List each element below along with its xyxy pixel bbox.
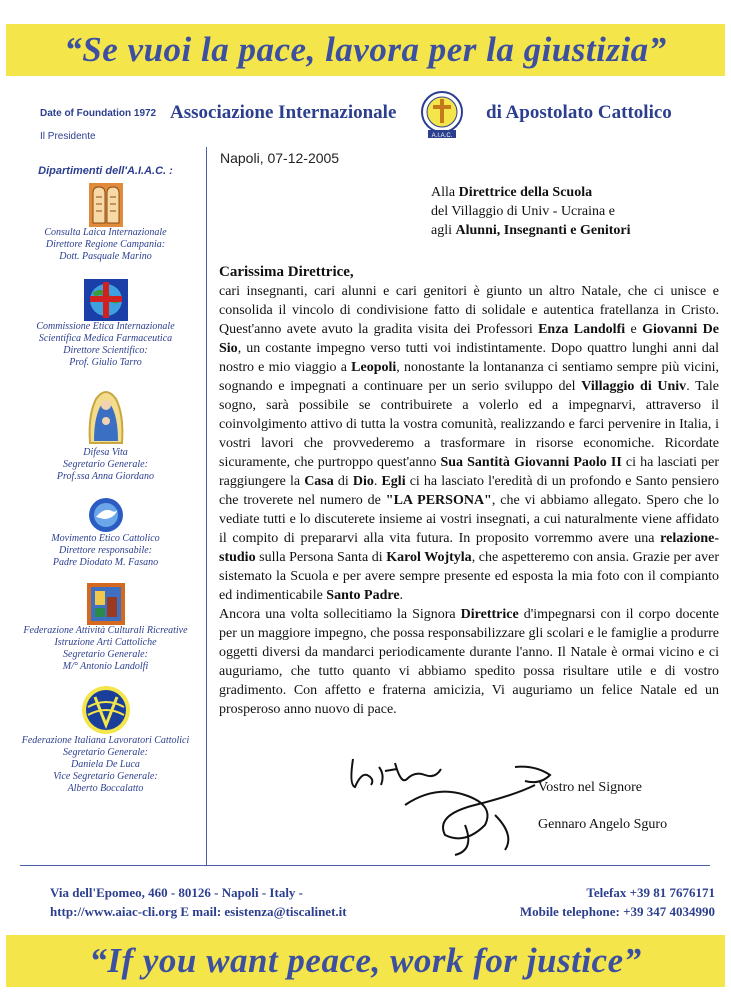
globe-cross-icon — [84, 279, 128, 321]
letterhead — [0, 90, 731, 140]
recipient-line: del Villaggio di Univ - Ucraina e — [431, 204, 615, 219]
president-label: Il Presidente — [40, 131, 96, 142]
department-federazione-lavoratori — [8, 685, 203, 795]
closing-salutation: Vostro nel Signore — [538, 780, 642, 795]
body-text: . — [373, 474, 382, 489]
departments-sidebar — [8, 165, 203, 795]
bottom-motto-banner — [6, 935, 725, 987]
bold-phrase: "LA PERSONA" — [385, 493, 492, 508]
association-subtitle: di Apostolato Cattolico — [486, 102, 672, 123]
dove-globe-icon — [88, 497, 124, 533]
bold-phrase: Giovanni De Sio — [219, 322, 719, 356]
body-text: ci ha lasciati per raggiungere la — [219, 455, 720, 489]
dept-line: Prof. Giulio Tarro — [69, 357, 142, 368]
top-motto-banner — [6, 24, 725, 76]
bold-phrase: Enza Landolfi — [538, 322, 626, 337]
body-text: ci ha lasciato l'eredità di un profondo e Santo pensiero che troverete nel numero de — [219, 474, 719, 508]
recipient-prefix: Alla — [431, 185, 459, 200]
footer-divider — [20, 865, 710, 866]
dept-line: Padre Diodato M. Fasano — [52, 557, 159, 568]
dept-line: Segretario Generale: — [63, 649, 148, 660]
dept-line: Federazione Attività Culturali Ricreative — [23, 625, 188, 636]
dept-line: Segretario Generale: — [63, 459, 148, 470]
dept-line: Movimento Etico Cattolico — [51, 533, 160, 544]
bold-phrase: Casa — [304, 474, 334, 489]
bottom-motto-text: “If you want peace, work for justice” — [89, 941, 642, 980]
body-text: , che aspetteremo con ansia. Grazie per aver sistemato la Scuola e per avere sempre presente ed esposta la mia foto con il compianto ed indimenticabile — [219, 550, 719, 603]
departments-title: Dipartimenti dell'A.I.A.C. : — [38, 165, 173, 177]
recipient-prefix: agli — [431, 223, 456, 238]
bold-phrase: Dio — [352, 474, 374, 489]
sidebar-divider — [206, 147, 207, 865]
body-text: cari insegnanti, cari alunni e cari genitori è giunto un altro Natale, che ci unisce e consolida il vincolo di condivisione fatto di solidale e autentica fratellanza in Cristo. Quest'anno avete avuto la gradita visita dei Professori — [219, 284, 719, 337]
closing-block — [538, 778, 667, 834]
body-text: Ancora una volta sollecitiamo la Signora — [219, 607, 461, 622]
body-text: , nonostante la lontananza ci sentiamo sempre più vicini, sognando e impegnati a continuare per un serio sviluppo del — [219, 360, 719, 394]
logo-label: A.I.A.C. — [431, 133, 453, 139]
dept-line: Direttore Regione Campania: — [45, 239, 166, 250]
recipient-audience: Alunni, Insegnanti e Genitori — [455, 223, 631, 238]
dept-line: Scientifica Medica Farmaceutica — [38, 333, 173, 344]
dept-line: Direttore Scientifico: — [63, 345, 148, 356]
letter-body — [219, 263, 719, 719]
bold-phrase: Santo Padre — [326, 588, 400, 603]
bold-phrase: Leopoli — [351, 360, 397, 375]
dept-line: Segretario Generale: — [63, 747, 148, 758]
dept-line: Direttore responsabile: — [58, 545, 153, 556]
body-text: , che vi abbiamo allegato. Spero che lo vediate tutti e lo discuterete insieme ai vostri insegnati, a cui naturalmente viene affidato il compito di prepararvi alla vita futura. In proposito vorremmo avere una — [219, 493, 719, 546]
greeting: Carissima Direttrice, — [219, 264, 354, 280]
dept-line: Dott. Pasquale Marino — [59, 251, 152, 262]
body-text: di — [333, 474, 353, 489]
footer-contact-left — [50, 883, 347, 921]
bold-phrase: Villaggio di Univ — [581, 379, 687, 394]
recipient-title: Direttrice della Scuola — [458, 185, 593, 200]
dept-line: Consulta Laica Internazionale — [44, 227, 167, 238]
dept-line: Vice Segretario Generale: — [53, 771, 158, 782]
madonna-child-icon — [86, 385, 126, 447]
letter-date: Napoli, 07-12-2005 — [220, 150, 340, 166]
bold-phrase: Egli — [381, 474, 406, 489]
dept-line: M/° Antonio Landolfi — [62, 661, 149, 672]
signer-name: Gennaro Angelo Sguro — [538, 817, 668, 832]
department-difesa-vita — [8, 385, 203, 483]
dept-line: Prof.ssa Anna Giordano — [56, 471, 155, 482]
body-text: e — [625, 322, 643, 337]
department-commissione-etica — [8, 279, 203, 369]
body-text: sulla Persona Santa di — [255, 550, 387, 565]
footer-web-email: http://www.aiac-cli.org E mail: esistenza@tiscalinet.it — [50, 904, 347, 919]
body-text: . Tale sogno, sarà possibile se contribuirete a volerlo ed a impegnarvi, attraverso il coinvolgimento attivo di tutta la vostra comunità, realizzando e farci pervenire in Italia, i vostri lavori che provvederemo a trasformare in risorse economiche. Ricordate sicuramente, che purtroppo quest'anno — [219, 379, 719, 470]
dept-line: Federazione Italiana Lavoratori Cattolici — [21, 735, 190, 746]
footer-mobile: Mobile telephone: +39 347 4034990 — [519, 904, 715, 919]
painting-icon — [87, 583, 125, 625]
dept-line: Commissione Etica Internazionale — [36, 321, 175, 332]
dept-line: Difesa Vita — [83, 447, 128, 458]
body-text: , un costante impegno verso tutti voi indistintamente. Dopo quattro lunghi anni dal nostro e mio viaggio a — [219, 341, 719, 375]
bold-phrase: Direttrice — [460, 607, 519, 622]
department-federazione-culturali — [8, 583, 203, 673]
globe-emblem-icon — [81, 685, 131, 735]
body-text: . — [399, 588, 404, 603]
aiac-logo-icon — [412, 90, 472, 140]
handwritten-signature — [345, 745, 565, 860]
bold-phrase: Karol Wojtyla — [386, 550, 472, 565]
footer-telefax: Telefax +39 81 7676171 — [586, 885, 715, 900]
tablets-icon — [89, 183, 123, 227]
bold-phrase: Sua Santità Giovanni Paolo II — [440, 455, 622, 470]
body-paragraph — [219, 282, 719, 719]
bold-phrase: relazione-studio — [219, 531, 719, 565]
association-name: Associazione Internazionale — [170, 102, 397, 123]
foundation-date: Date of Foundation 1972 — [40, 108, 157, 119]
department-movimento-etico — [8, 497, 203, 569]
footer-contact-right — [520, 883, 715, 921]
department-consulta — [8, 183, 203, 263]
dept-line: Alberto Boccalatto — [67, 783, 144, 794]
body-text: d'impegnarsi con il corpo docente per un maggiore impegno, che possa responsabilizzare gli scolari e le famiglie a produrre oggetti diversi da mandarci periodicamente durante l'anno. Il Natale è ormai vicino e ci auguriamo, che tutto quanto vi abbiamo spedito possa risultare utile e di vostro gradimento. Con affetto e fraterna amicizia, Vi auguriamo un felice Natale ed un prosperoso anno nuovo di pace. — [219, 607, 719, 717]
dept-line: Daniela De Luca — [71, 759, 140, 770]
recipient-block — [431, 183, 631, 240]
footer-address: Via dell'Epomeo, 460 - 80126 - Napoli - Italy - — [50, 885, 304, 900]
dept-line: Istruzione Arti Cattoliche — [54, 637, 157, 648]
top-motto-text: “Se vuoi la pace, lavora per la giustizia” — [64, 30, 667, 69]
